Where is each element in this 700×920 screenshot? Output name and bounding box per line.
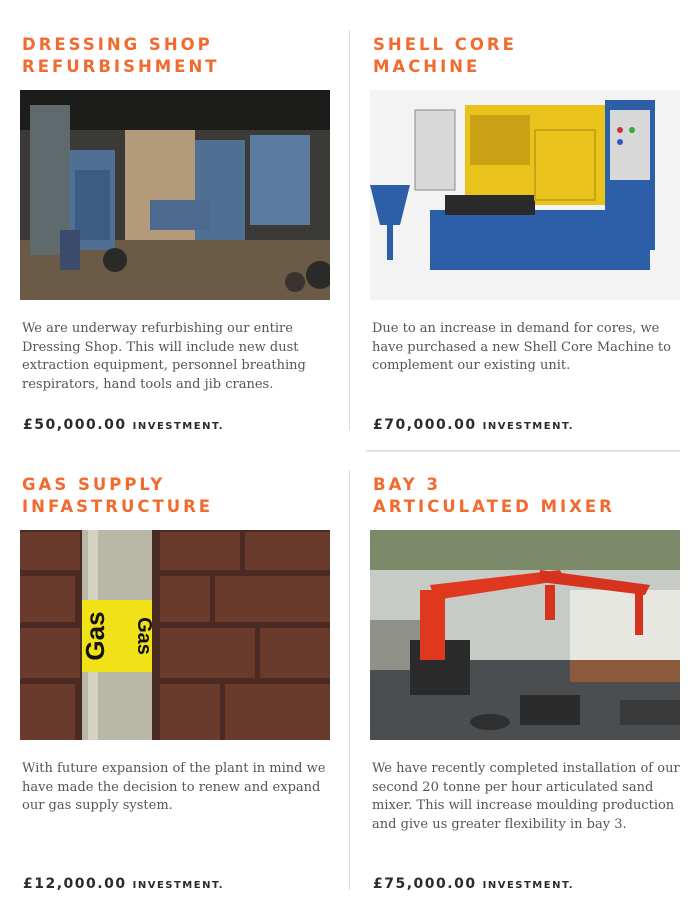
investment-amount (373, 417, 574, 433)
amount-value: £75,000.00 (373, 876, 477, 892)
card-gas-supply (22, 474, 332, 520)
card-title: BAY 3 ARTICULATED MIXER (373, 475, 615, 516)
card-dressing-shop (22, 34, 332, 80)
gas-label-reverse: Gas (133, 617, 155, 655)
card-articulated-mixer (373, 474, 683, 520)
investment-amount (373, 876, 574, 892)
investment-amount (23, 417, 224, 433)
card-description: We have recently completed installation of our second 20 tonne per hour articulated sand mixer. This will increase moulding production and give us greater flexibility in bay 3. (372, 761, 680, 832)
row-divider (366, 450, 680, 452)
card-title: GAS SUPPLY INFASTRUCTURE (22, 475, 214, 516)
card-title: DRESSING SHOP REFURBISHMENT (22, 35, 220, 76)
gas-pipe-photo (20, 530, 330, 740)
column-divider-top (349, 30, 350, 430)
card-shell-core (373, 34, 683, 80)
card-title: SHELL CORE MACHINE (373, 35, 517, 76)
column-divider-bottom (349, 470, 350, 890)
card-description: With future expansion of the plant in mind we have made the decision to renew and expand our gas supply system. (22, 761, 326, 813)
card-description: Due to an increase in demand for cores, we have purchased a new Shell Core Machine to complement our existing unit. (372, 321, 671, 373)
gas-label: Gas (80, 611, 110, 661)
amount-value: £12,000.00 (23, 876, 127, 892)
card-description: We are underway refurbishing our entire Dressing Shop. This will include new dust extraction equipment, personnel breathing respirators, hand tools and jib cranes. (22, 321, 306, 392)
investment-label: INVESTMENT. (482, 421, 575, 432)
amount-value: £70,000.00 (373, 417, 477, 433)
investment-label: INVESTMENT. (132, 880, 225, 891)
amount-value: £50,000.00 (23, 417, 127, 433)
shell-core-machine-photo (370, 90, 680, 300)
investment-amount (23, 876, 224, 892)
investment-label: INVESTMENT. (482, 880, 575, 891)
investment-label: INVESTMENT. (132, 421, 225, 432)
articulated-mixer-photo (370, 530, 680, 740)
dressing-shop-photo (20, 90, 330, 300)
